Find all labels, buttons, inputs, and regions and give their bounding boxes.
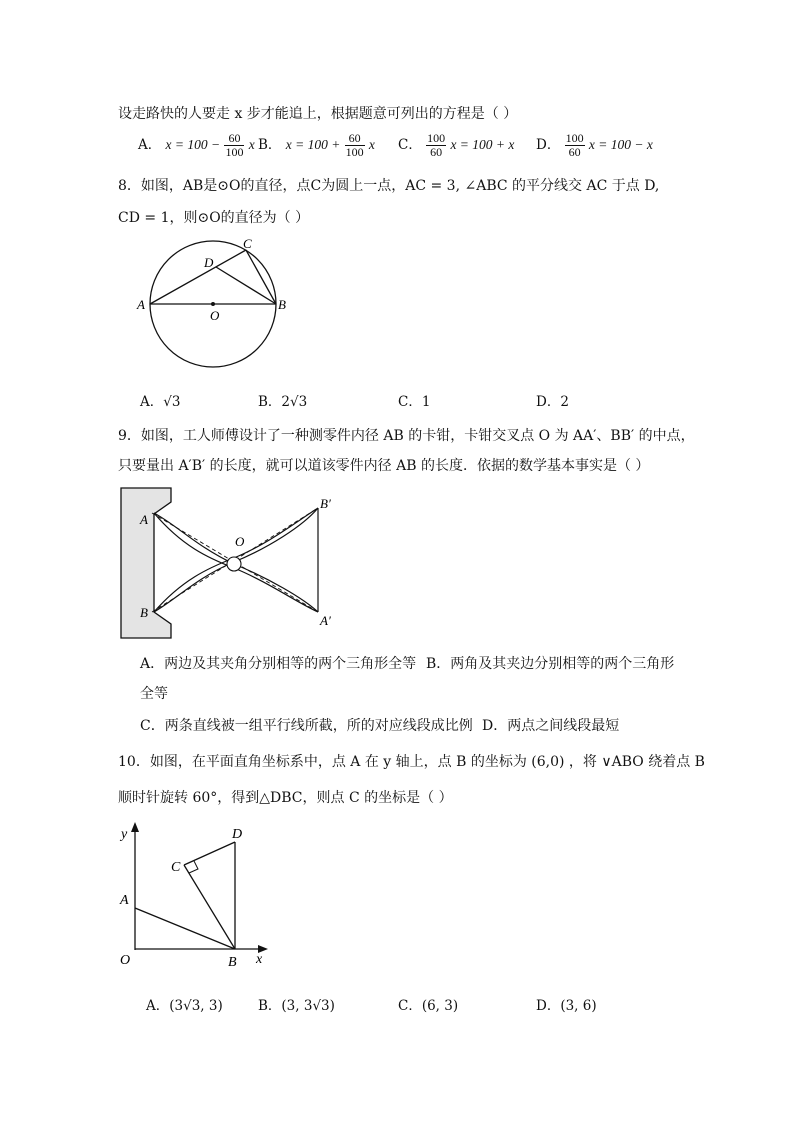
q7-stem: 设走路快的人要走 x 步才能追上，根据题意可列出的方程是（ ） [118, 106, 518, 122]
q7-option-c-label: C． [398, 137, 422, 153]
q9-stem-line2: 只要量出 A′B′ 的长度，就可以道该零件内径 AB 的长度．依据的数学基本事实是（ ） [118, 458, 650, 474]
fraction-denominator: 100 [345, 145, 364, 159]
fraction-denominator: 60 [568, 145, 581, 159]
q7-option-a [138, 132, 255, 159]
q7-option-c-post: x = 100 + x [450, 137, 515, 152]
q9-stem-line1: 9．如图，工人师傅设计了一种测零件内径 AB 的卡钳，卡钳交叉点 O 为 AA′、BB′ 的中点， [118, 428, 695, 444]
q7-option-a-label: A． [138, 137, 162, 153]
label-y: y [121, 827, 128, 842]
q10-option-a: A．(3√3, 3) [146, 998, 223, 1014]
fraction-numerator: 60 [224, 132, 244, 146]
q7-option-a-post: x [248, 137, 255, 152]
q7-option-d-label: D． [536, 137, 561, 153]
q7-option-b-pre: x = 100 + [285, 137, 341, 152]
chord-cb [246, 250, 276, 304]
q9-caliper-figure [118, 486, 348, 642]
center-dot [211, 302, 215, 306]
label-b: B [228, 955, 237, 970]
fraction-denominator: 100 [225, 145, 244, 159]
label-o: O [235, 534, 245, 549]
segment-bc [184, 865, 235, 949]
fraction-numerator: 60 [345, 132, 365, 146]
pivot-circle [227, 557, 241, 571]
label-b-prime: B′ [320, 496, 331, 511]
q9-option-c: C．两条直线被一组平行线所截，所的对应线段成比例 [140, 718, 473, 734]
q10-option-d: D．(3, 6) [536, 998, 597, 1014]
fraction-denominator: 60 [430, 145, 443, 159]
q8-stem-line2: CD = 1，则⊙O的直径为（ ） [118, 210, 310, 226]
label-a: A [137, 297, 145, 312]
q10-stem-line1: 10．如图，在平面直角坐标系中，点 A 在 y 轴上，点 B 的坐标为 (6,0) ，将 ∨ABO 绕着点 B [118, 754, 705, 770]
q7-option-d [536, 132, 653, 159]
q10-option-b: B．(3, 3√3) [258, 998, 335, 1014]
q7-option-a-pre: x = 100 − [165, 137, 221, 152]
q10-stem-line2: 顺时针旋转 60°，得到△DBC，则点 C 的坐标是（ ） [118, 790, 453, 806]
y-axis-arrow [131, 822, 139, 832]
q8-circle-figure [132, 236, 292, 376]
q8-option-a: A．√3 [140, 394, 181, 410]
q10-coordinate-figure [116, 820, 276, 970]
segment-ab [135, 908, 235, 949]
label-o: O [120, 953, 131, 968]
q7-option-d-fraction [565, 132, 585, 159]
q7-option-b-label: B． [258, 137, 282, 153]
q8-option-d: D．2 [536, 394, 569, 410]
q9-option-b: B．两角及其夹边分别相等的两个三角形 [426, 656, 675, 672]
q10-option-c: C．(6, 3) [398, 998, 459, 1014]
label-o: O [210, 308, 220, 323]
label-b: B [140, 605, 148, 620]
fraction-numerator: 100 [565, 131, 584, 145]
q8-option-c: C．1 [398, 394, 431, 410]
label-b: B [278, 297, 286, 312]
label-a: A [140, 512, 148, 527]
q7-option-b [258, 132, 375, 159]
q7-option-b-post: x [368, 137, 375, 152]
q8-stem-line1: 8．如图，AB是⊙O的直径，点C为圆上一点，AC = 3, ∠ABC 的平分线交 AC 于点 D, [118, 178, 660, 194]
q7-option-c-fraction [426, 132, 446, 159]
q7-option-d-post: x = 100 − x [588, 137, 653, 152]
label-x: x [256, 952, 263, 967]
label-c: C [243, 236, 252, 251]
q9-option-d: D．两点之间线段最短 [482, 718, 620, 734]
fraction-numerator: 100 [427, 131, 446, 145]
label-c: C [171, 860, 181, 875]
q7-option-c [398, 132, 514, 159]
q9-option-b-cont: 全等 [140, 686, 168, 702]
q7-option-a-fraction [224, 132, 244, 159]
label-a: A [120, 893, 129, 908]
label-d: D [232, 827, 243, 842]
label-d: D [204, 255, 214, 270]
segment-cd [184, 842, 235, 865]
q9-option-a: A．两边及其夹角分别相等的两个三角形全等 [140, 656, 417, 672]
label-a-prime: A′ [320, 613, 331, 628]
q8-option-b: B．2√3 [258, 394, 308, 410]
q7-option-b-fraction [345, 132, 365, 159]
